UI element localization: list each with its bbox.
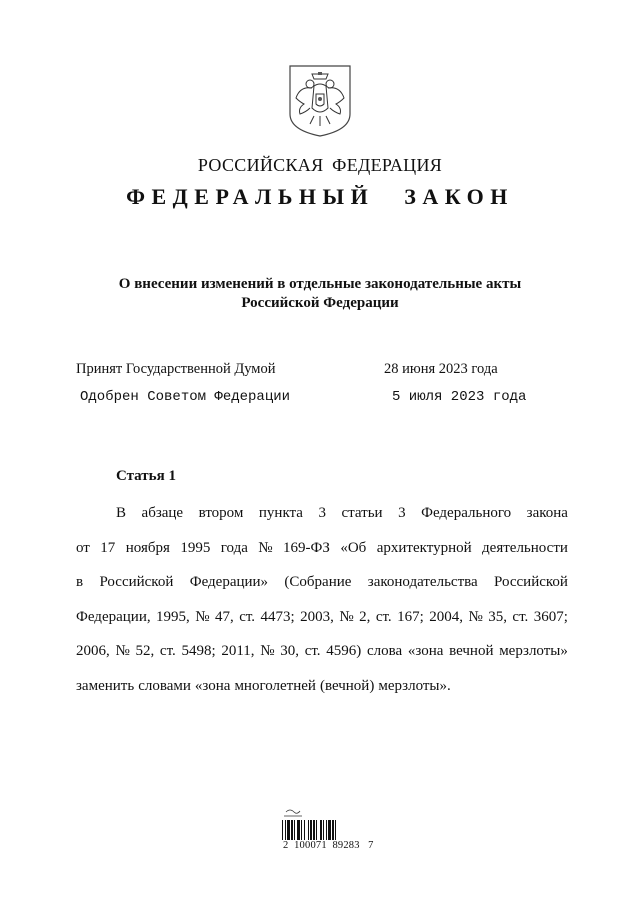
article-text-line	[76, 538, 568, 558]
barcode-bar	[285, 820, 286, 840]
article-word: №	[339, 609, 354, 625]
article-word: 47,	[215, 609, 234, 625]
article-text-line	[76, 676, 568, 696]
article-word: 35,	[488, 609, 507, 625]
law-subject	[60, 275, 580, 313]
article-word: №	[115, 643, 130, 659]
article-word: В	[116, 505, 127, 521]
law-type-title: ФЕДЕРАЛЬНЫЙ ЗАКОН	[126, 184, 514, 209]
article-word: 17	[100, 540, 116, 556]
article-word: закона	[526, 505, 568, 521]
article-word: деятельности	[482, 540, 568, 556]
article-word: 30,	[280, 643, 300, 659]
article-word: №	[468, 609, 483, 625]
barcode-bar	[313, 820, 315, 840]
council-approval-label: Одобрен Советом Федерации	[80, 389, 291, 405]
article-word: Федерации,	[76, 609, 151, 625]
article-heading: Статья 1	[116, 468, 176, 484]
barcode-bar	[308, 820, 309, 840]
article-word: от	[76, 540, 90, 556]
article-word: №	[195, 609, 210, 625]
article-text-line	[76, 607, 568, 627]
barcode-number: 2 100071 89283 7	[283, 840, 374, 851]
barcode-bar	[282, 820, 283, 840]
article-word: мерзлоты».	[378, 678, 451, 694]
barcode-bar	[328, 820, 331, 840]
article-word: 52,	[135, 643, 155, 659]
article-word: 3607;	[533, 609, 568, 625]
article-word: 4473;	[260, 609, 295, 625]
barcode-bar	[294, 820, 295, 840]
article-word: №	[260, 643, 275, 659]
article-word: 169-ФЗ	[283, 540, 330, 556]
article-word: пункта	[258, 505, 303, 521]
article-word: многолетней	[234, 678, 316, 694]
article-word: ст.	[375, 609, 392, 625]
article-word: слова	[366, 643, 403, 659]
council-approval-date: 5 июля 2023 года	[392, 389, 527, 405]
law-subject-line-2: Российской Федерации	[241, 295, 399, 311]
article-word: архитектурной	[376, 540, 472, 556]
barcode-bar	[291, 820, 293, 840]
article-word: года	[220, 540, 248, 556]
article-word: ноября	[125, 540, 170, 556]
article-word: 5498;	[181, 643, 216, 659]
article-word: (Собрание	[284, 574, 352, 590]
article-word: Российской	[494, 574, 568, 590]
article-word: Федерального	[421, 505, 512, 521]
article-word: ст.	[159, 643, 176, 659]
article-word: 2,	[359, 609, 371, 625]
article-word: 1995,	[156, 609, 190, 625]
signature-mark	[284, 810, 302, 816]
article-word: ст.	[304, 643, 321, 659]
barcode-bar	[297, 820, 300, 840]
article-text-line	[116, 503, 568, 523]
article-word: 2004,	[429, 609, 463, 625]
article-word: 3	[318, 505, 326, 521]
barcode-bar	[320, 820, 322, 840]
article-word: Российской	[99, 574, 174, 590]
article-word: 2006,	[76, 643, 110, 659]
article-word: 3	[398, 505, 406, 521]
article-word: заменить	[76, 678, 135, 694]
barcode-bar	[335, 820, 336, 840]
article-word: мерзлоты»	[499, 643, 568, 659]
article-word: статьи	[341, 505, 383, 521]
article-word: 167;	[397, 609, 424, 625]
article-word: 2003,	[300, 609, 334, 625]
article-word: словами	[138, 678, 191, 694]
barcode-bar	[332, 820, 334, 840]
article-word: 1995	[180, 540, 211, 556]
barcode-bar	[310, 820, 312, 840]
article-word: «зона	[194, 678, 231, 694]
duma-adoption-label: Принят Государственной Думой	[76, 361, 276, 377]
article-word: абзаце	[141, 505, 184, 521]
article-word: 4596)	[326, 643, 362, 659]
article-word: ст.	[239, 609, 256, 625]
article-word: вечной	[449, 643, 494, 659]
article-word: втором	[198, 505, 244, 521]
barcode-bar	[326, 820, 327, 840]
barcode-bar	[287, 820, 290, 840]
article-word: (вечной)	[319, 678, 375, 694]
barcode-bar	[316, 820, 317, 840]
coat-of-arms-icon	[288, 64, 352, 138]
article-text-line	[76, 641, 568, 661]
barcode-bar	[301, 820, 302, 840]
barcode-bar	[304, 820, 305, 840]
barcode-bar	[323, 820, 324, 840]
article-word: «зона	[407, 643, 444, 659]
article-word: Федерации»	[189, 574, 269, 590]
article-word: ст.	[512, 609, 529, 625]
article-word: законодательства	[367, 574, 478, 590]
article-word: «Об	[340, 540, 367, 556]
article-word: 2011,	[221, 643, 255, 659]
law-subject-line-1: О внесении изменений в отдельные законодательные акты	[118, 276, 522, 292]
article-text-line	[76, 572, 568, 592]
country-name: РОССИЙСКАЯ ФЕДЕРАЦИЯ	[197, 155, 443, 175]
article-word: в	[76, 574, 84, 590]
article-word: №	[258, 540, 273, 556]
duma-adoption-date: 28 июня 2023 года	[384, 361, 498, 377]
